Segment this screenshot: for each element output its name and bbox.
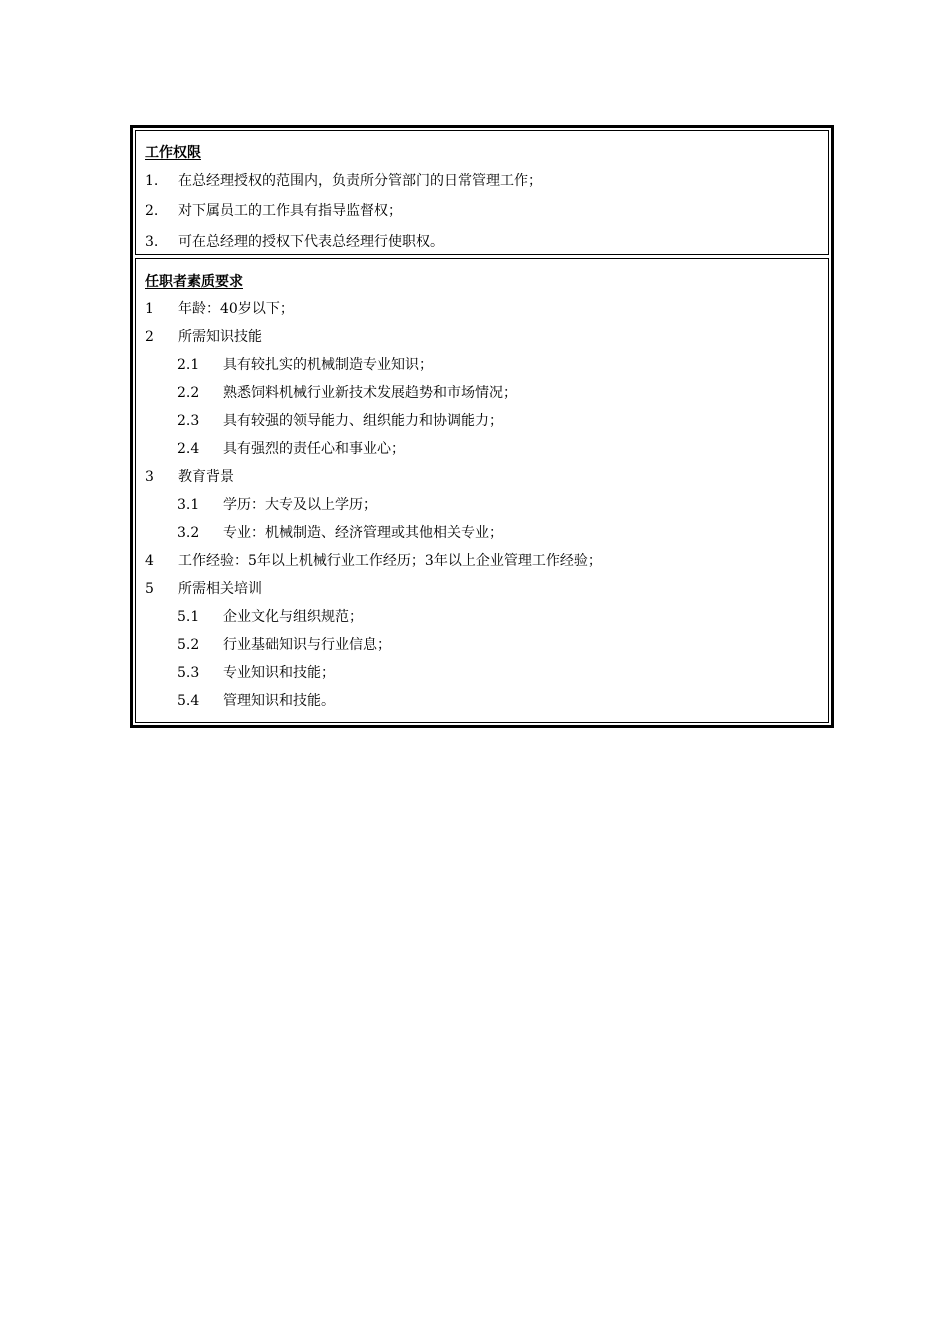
item-number: 5.4 bbox=[177, 693, 200, 709]
item-text: 熟悉饲料机械行业新技术发展趋势和市场情况； bbox=[223, 385, 517, 401]
item-text: 具有强烈的责任心和事业心； bbox=[223, 441, 405, 457]
item-number: 5.3 bbox=[177, 665, 200, 681]
item-number: 3.1 bbox=[177, 497, 200, 513]
item-text: 可在总经理的授权下代表总经理行使职权。 bbox=[178, 234, 444, 250]
item-number: 3 bbox=[145, 469, 154, 485]
item-text: 行业基础知识与行业信息； bbox=[223, 637, 391, 653]
item-text: 工作经验：5年以上机械行业工作经历；3年以上企业管理工作经验； bbox=[178, 553, 602, 569]
qualifications-title: 任职者素质要求 bbox=[145, 274, 243, 290]
item-number: 1 bbox=[145, 301, 154, 317]
item-number: 2.1 bbox=[177, 357, 200, 373]
item-text: 具有较扎实的机械制造专业知识； bbox=[223, 357, 433, 373]
item-number: 5.1 bbox=[177, 609, 200, 625]
item-number: 5.2 bbox=[177, 637, 200, 653]
item-number: 2 bbox=[145, 329, 154, 345]
item-text: 在总经理授权的范围内，负责所分管部门的日常管理工作； bbox=[178, 173, 542, 189]
item-text: 企业文化与组织规范； bbox=[223, 609, 363, 625]
item-text: 学历：大专及以上学历； bbox=[223, 497, 377, 513]
item-number: 2.4 bbox=[177, 441, 200, 457]
item-number: 3.2 bbox=[177, 525, 200, 541]
authority-title: 工作权限 bbox=[145, 145, 201, 161]
item-number: 3. bbox=[145, 234, 159, 250]
item-text: 管理知识和技能。 bbox=[223, 693, 335, 709]
item-number: 2.3 bbox=[177, 413, 200, 429]
item-number: 2.2 bbox=[177, 385, 200, 401]
item-number: 4 bbox=[145, 553, 154, 569]
item-number: 1. bbox=[145, 173, 159, 189]
item-text: 专业知识和技能； bbox=[223, 665, 335, 681]
job-description-table bbox=[130, 125, 834, 728]
qualifications-section bbox=[135, 258, 829, 723]
item-text: 年龄：40岁以下； bbox=[178, 301, 294, 317]
item-text: 所需相关培训 bbox=[178, 581, 262, 597]
item-text: 具有较强的领导能力、组织能力和协调能力； bbox=[223, 413, 503, 429]
item-text: 教育背景 bbox=[178, 469, 234, 485]
item-text: 专业：机械制造、经济管理或其他相关专业； bbox=[223, 525, 503, 541]
authority-section bbox=[135, 130, 829, 255]
item-number: 5 bbox=[145, 581, 154, 597]
item-text: 对下属员工的工作具有指导监督权； bbox=[178, 203, 402, 219]
item-text: 所需知识技能 bbox=[178, 329, 262, 345]
item-number: 2. bbox=[145, 203, 159, 219]
